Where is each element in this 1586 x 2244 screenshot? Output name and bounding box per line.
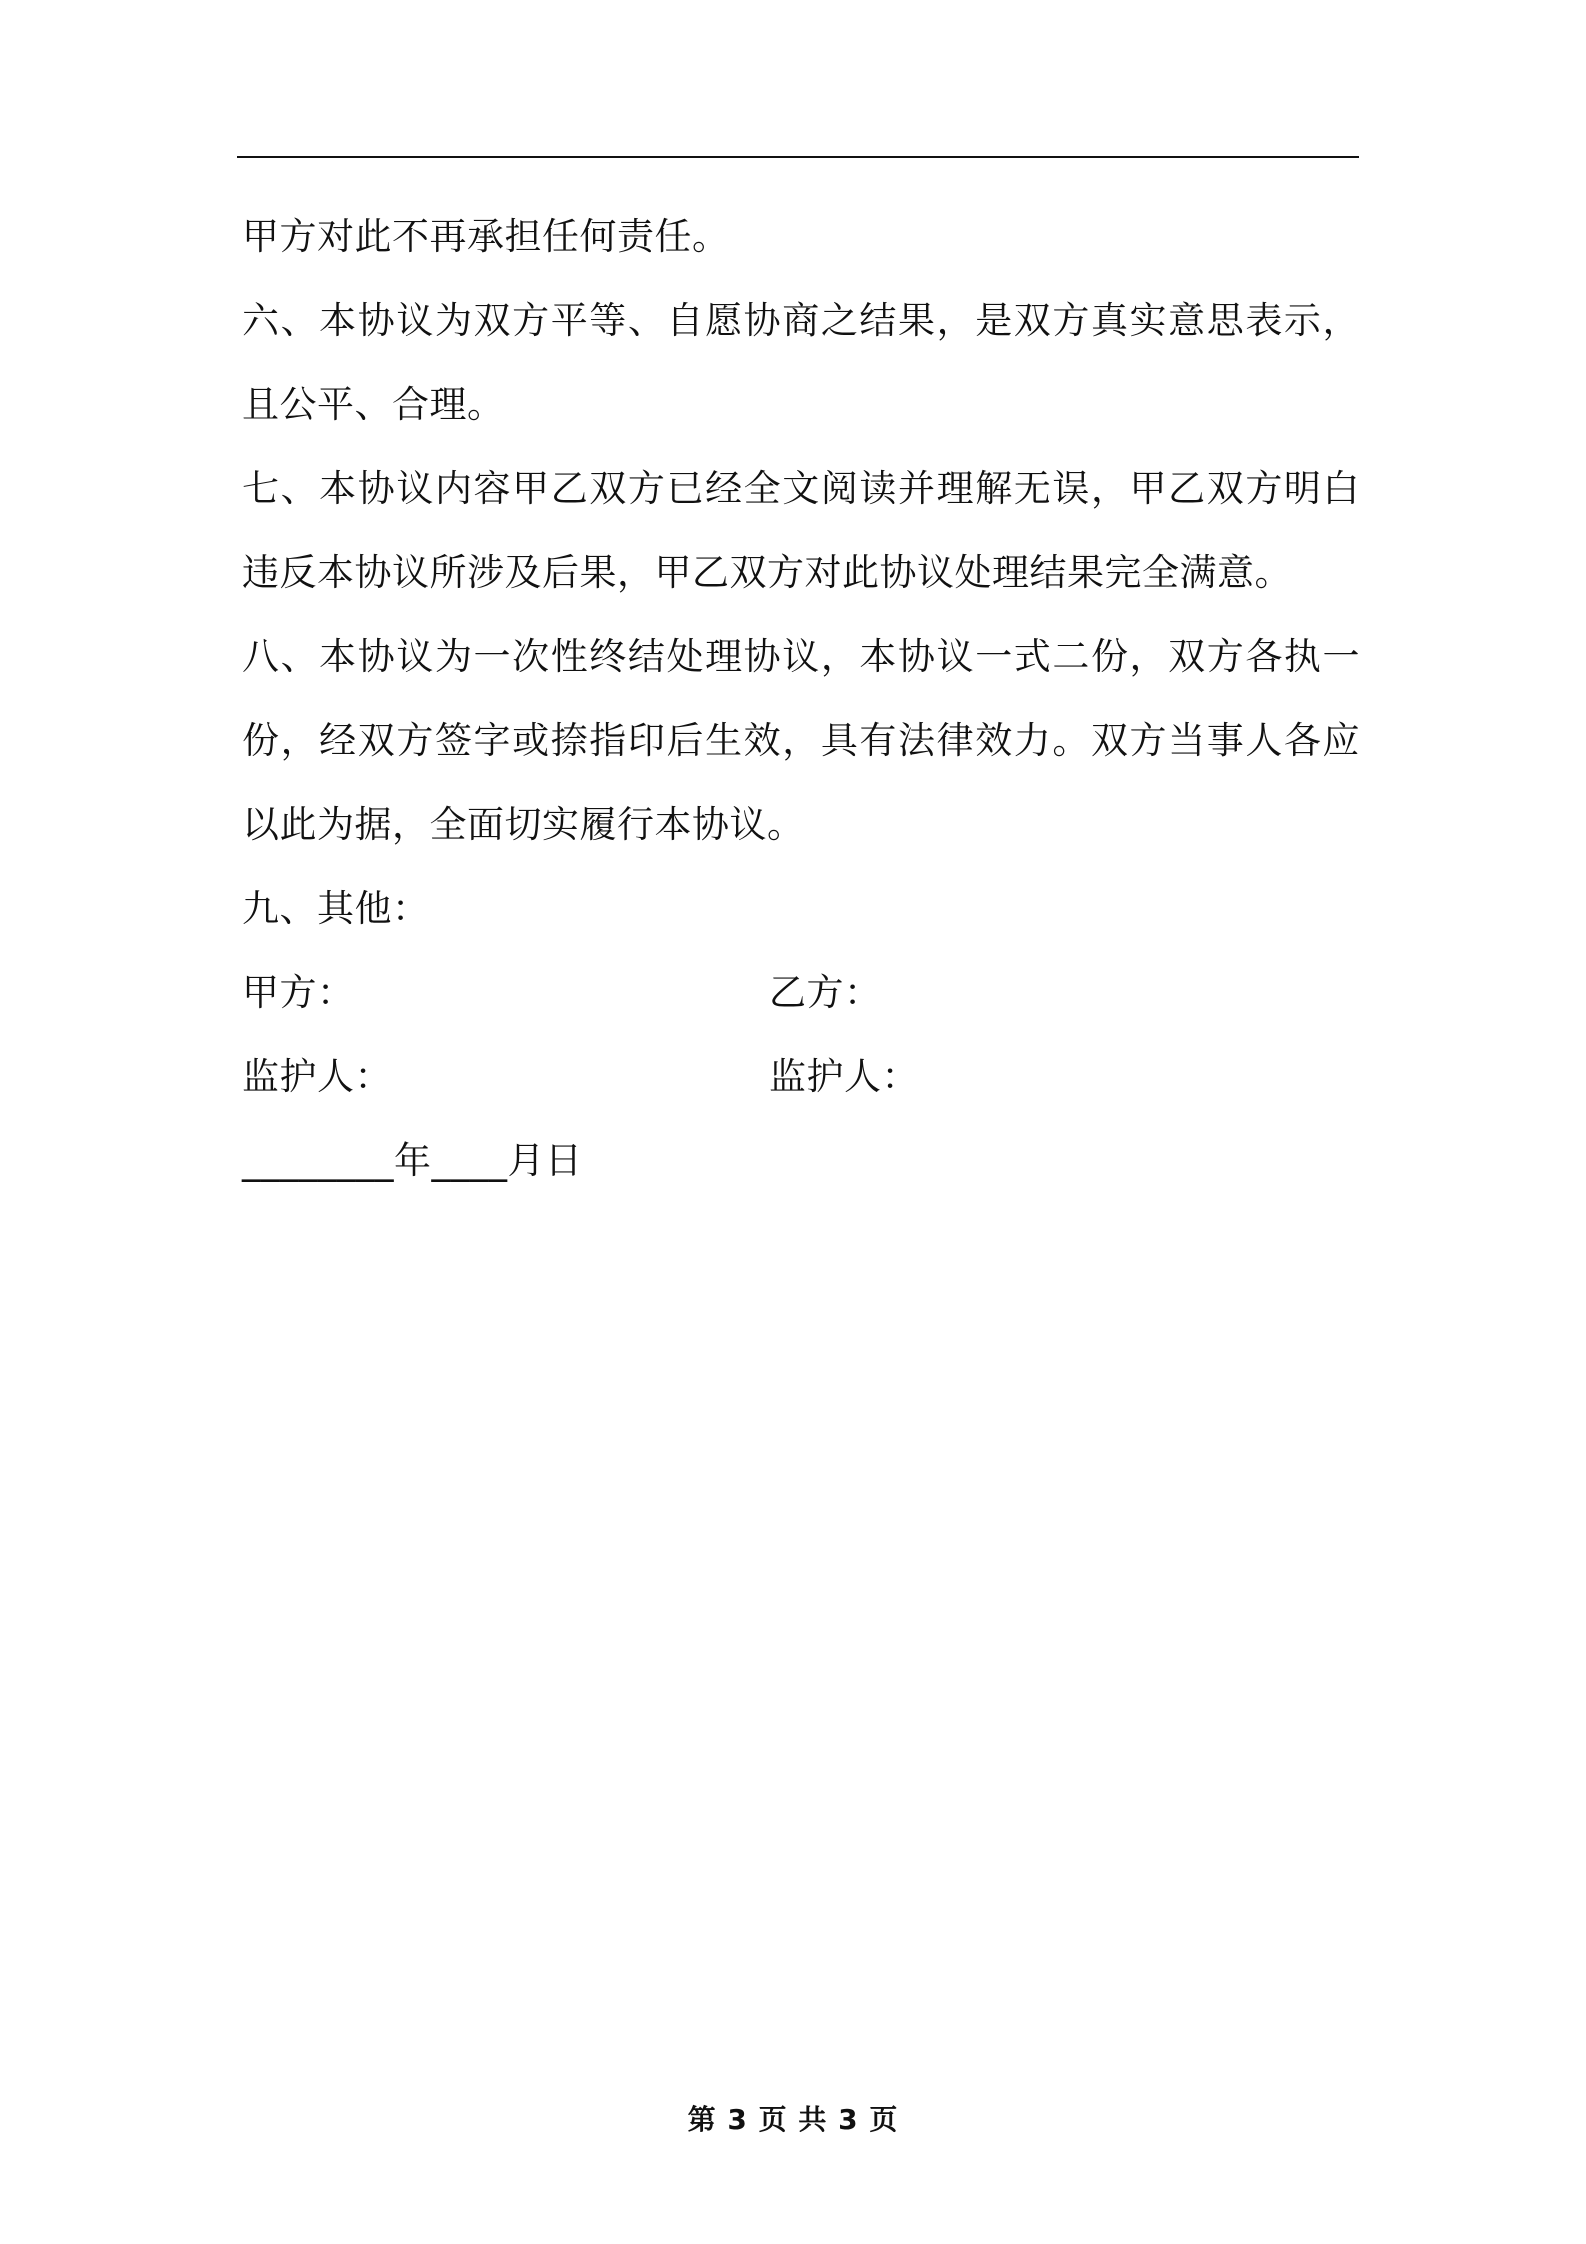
guardian-a-label: 监护人： xyxy=(242,1055,392,1098)
paragraph-clause-8: 八、本协议为一次性终结处理协议，本协议一式二份，双方各执一份，经双方签字或捺指印后生效，具有法律效力。双方当事人各应以此为据，全面切实履行本协议。 xyxy=(242,635,1360,846)
date-line: ________年____月日 xyxy=(242,1139,583,1182)
page-number: 第 3 页 共 3 页 xyxy=(687,2103,899,2136)
header-divider xyxy=(237,156,1359,158)
signature-row-parties xyxy=(242,951,1360,1035)
party-a-label: 甲方： xyxy=(242,971,355,1014)
paragraph-continuation: 甲方对此不再承担任何责任。 xyxy=(242,215,730,258)
guardian-b-label: 监护人： xyxy=(769,1055,919,1098)
paragraph-clause-9: 九、其他： xyxy=(242,887,430,930)
party-b-label: 乙方： xyxy=(769,971,882,1014)
document-body xyxy=(242,195,1360,1203)
paragraph-clause-7: 七、本协议内容甲乙双方已经全文阅读并理解无误，甲乙双方明白违反本协议所涉及后果，甲乙双方对此协议处理结果完全满意。 xyxy=(242,467,1360,594)
signature-row-guardians xyxy=(242,1035,1360,1119)
paragraph-clause-6: 六、本协议为双方平等、自愿协商之结果，是双方真实意思表示，且公平、合理。 xyxy=(242,299,1360,426)
